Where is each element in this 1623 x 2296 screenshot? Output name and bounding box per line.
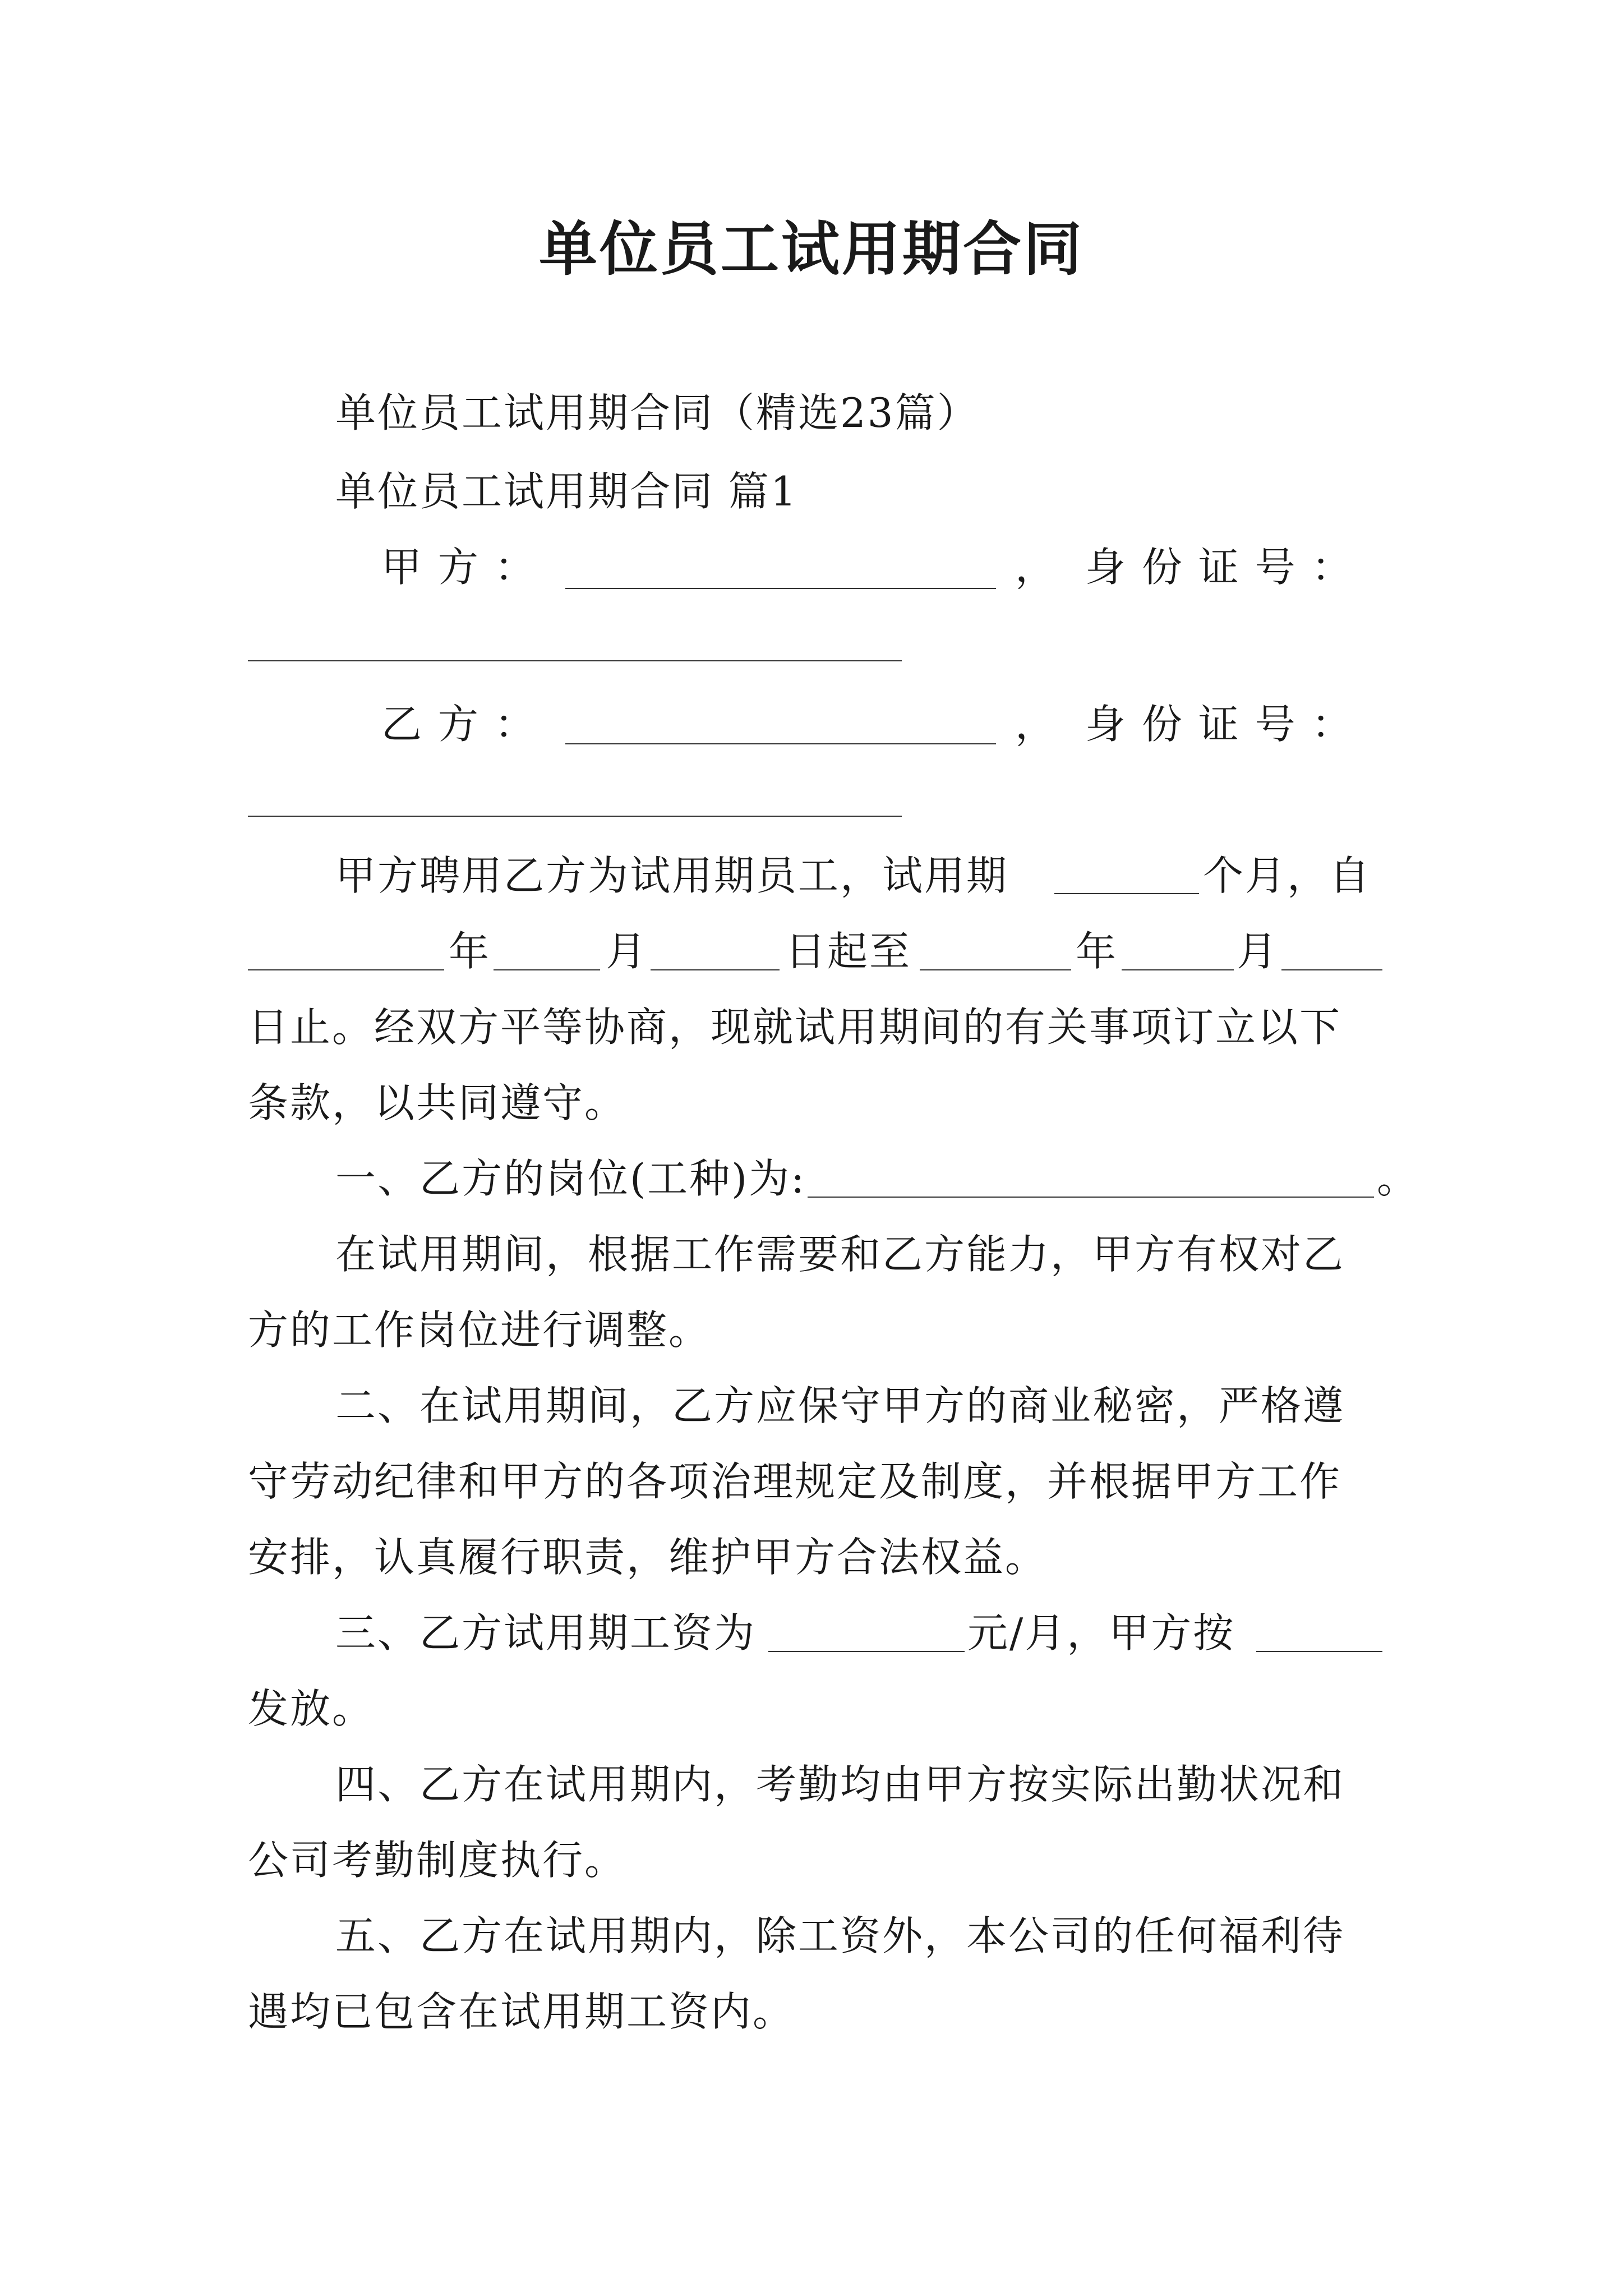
intro-line-3: 日止。经双方平等协商，现就试用期间的有关事项订立以下 (248, 1004, 1342, 1051)
clause-1-line-1: 一、乙方的岗位(工种)为: (335, 1155, 806, 1202)
end-month-blank (1122, 969, 1234, 970)
clause-4-line-1: 四、乙方在试用期内，考勤均由甲方按实际出勤状况和 (335, 1761, 1345, 1808)
salary-blank (768, 1651, 965, 1652)
end-year-text: 年 (1076, 928, 1118, 975)
intro-text-1: 甲方聘用乙方为试用期员工，试用期 (335, 852, 1009, 899)
intro-line-4: 条款，以共同遵守。 (248, 1079, 627, 1126)
party-b-comma: ， (1015, 701, 1058, 748)
party-a-id-blank (248, 660, 902, 661)
clause-3-line-2: 发放。 (248, 1685, 375, 1732)
clause-3-line-1a: 三、乙方试用期工资为 (335, 1609, 757, 1657)
party-a-comma: ， (1015, 544, 1058, 591)
party-b-id-label: 身 份 证 号 ： (1085, 701, 1354, 748)
clause-1-period: 。 (1377, 1155, 1419, 1202)
clause-2-line-3: 安排，认真履行职责，维护甲方合法权益。 (248, 1534, 1048, 1581)
party-a-label: 甲 方 ： (381, 544, 537, 591)
party-b-name-blank (565, 743, 996, 744)
day-from-text: 日起至 (785, 928, 912, 975)
end-month-text: 月 (1237, 928, 1279, 975)
party-a-id-label: 身 份 证 号 ： (1085, 544, 1354, 591)
start-year-blank (248, 969, 444, 970)
clause-2-line-1: 二、在试用期间，乙方应保守甲方的商业秘密，严格遵 (335, 1382, 1345, 1429)
position-blank (808, 1197, 1374, 1198)
clause-3-line-1b: 元/月，甲方按 (967, 1609, 1235, 1657)
party-a-name-blank (565, 588, 996, 589)
party-b-id-blank (248, 816, 902, 817)
payment-method-blank (1256, 1651, 1382, 1652)
start-month-text: 月 (606, 928, 648, 975)
start-year-text: 年 (449, 928, 491, 975)
clause-1-line-2: 在试用期间，根据工作需要和乙方能力，甲方有权对乙 (335, 1231, 1345, 1278)
trial-months-blank (1054, 893, 1199, 894)
clause-5-line-1: 五、乙方在试用期内，除工资外，本公司的任何福利待 (335, 1912, 1345, 1959)
intro-line-1 (335, 852, 1009, 899)
section-heading: 单位员工试用期合同 篇1 (335, 468, 798, 515)
party-b-label: 乙 方 ： (381, 701, 537, 748)
start-month-blank (494, 969, 600, 970)
clause-4-line-2: 公司考勤制度执行。 (248, 1837, 627, 1884)
start-day-blank (651, 969, 780, 970)
document-subtitle: 单位员工试用期合同（精选23篇） (335, 389, 979, 436)
end-day-blank (1281, 969, 1382, 970)
clause-2-line-2: 守劳动纪律和甲方的各项治理规定及制度，并根据甲方工作 (248, 1458, 1342, 1505)
end-year-blank (920, 969, 1071, 970)
clause-5-line-2: 遇均已包含在试用期工资内。 (248, 1988, 795, 2035)
clause-1-line-3: 方的工作岗位进行调整。 (248, 1306, 711, 1354)
document-title: 单位员工试用期合同 (538, 214, 1084, 283)
intro-months-text: 个月，自 (1203, 852, 1372, 899)
